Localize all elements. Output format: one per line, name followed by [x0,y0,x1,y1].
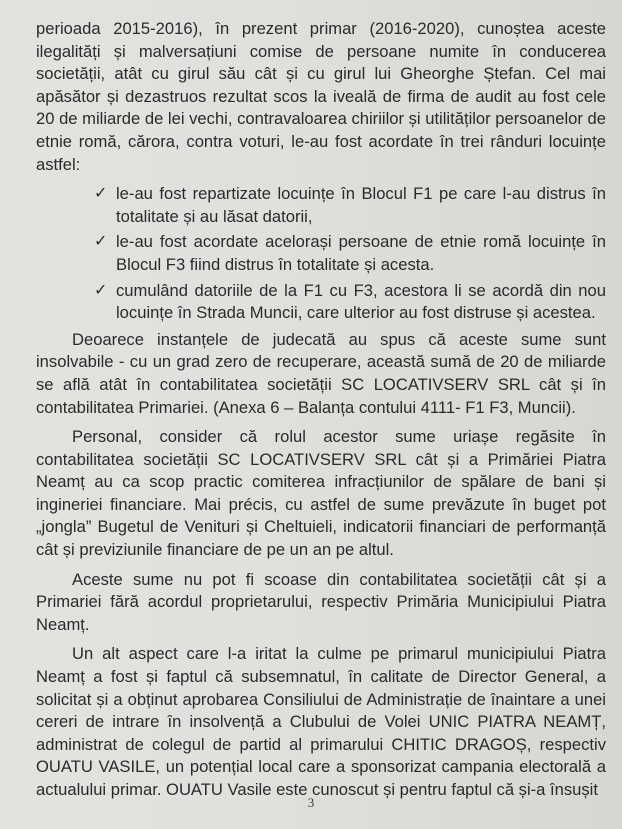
checklist-item-text: cumulând datoriile de la F1 cu F3, acestora li se acordă din nou locuințe în Strada Muncii, care ulterior au fost distruse și acestea. [116,280,606,323]
checkmark-icon: ✓ [94,233,108,251]
paragraph-aceste-sume: Aceste sume nu pot fi scoase din contabilitatea societății cât și a Primariei fără acordul proprietarului, respectiv Primăria Municipiului Piatra Neamț. [36,569,606,634]
checklist-item-text: le-au fost repartizate locuințe în Blocul F1 pe care l-au distrus în totalitate și au lăsat datorii, [116,184,606,226]
paragraph-intro: perioada 2015-2016), în prezent primar (2016-2020), cunoștea aceste ilegalități și malversațiuni comise de persoane numite în conducerea societății, atât cu girul său cât și cu girul lui Gheorghe Ștefan. Cel mai apăsător și dezastruos rezultat scos la iveală de firma de audit au fost cele 20 de miliarde de lei vechi, contravaloarea chiriilor și utilităților persoanelor de etnie romă, cărora, contra voturi, le-au fost acordate în trei rânduri locuințe astfel: [36,19,607,174]
checklist-item-text: le-au fost acordate acelorași persoane de etnie romă locuințe în Blocul F3 fiind distrus în totalitate și acesta. [116,232,606,274]
paragraph-personal: Personal, consider că rolul acestor sume uriașe regăsite în contabilitatea societății SC LOCATIVSERV SRL cât și a Primăriei Piatra Neamț au ca scop practic comiterea infracțiunilor de spălare de bani și ingineriei financiare. Mai précis, cu astfel de sume prevăzute în buget pot „jongla” Bugetul de Venituri și Cheltuieli, indicatorii financiari de performanță cât și previziunile financiare de pe un an pe altul. [36,427,606,560]
checklist-item [94,183,606,228]
document-body [36,18,606,809]
checkmark-icon: ✓ [94,281,108,299]
paragraph-insolvabile: Deoarece instanțele de judecată au spus că aceste sume sunt insolvabile - cu un grad zero de recuperare, această sumă de 20 de miliarde se află atât în contabilitatea societății SC LOCATIVSERV SRL cât și în contabilitatea Primariei. (Anexa 6 – Balanța contului 4111- F1 F3, Muncii). [36,329,606,417]
paragraph-alt-aspect: Un alt aspect care l-a iritat la culme pe primarul municipiului Piatra Neamț a fost și faptul că subsemnatul, în calitate de Director General, a solicitat și a obținut aprobarea Consiliului de Administrație de înaintare a unei cereri de intrare în insolvență a Clubului de Volei UNIC PIATRA NEAMȚ, administrat de colegul de partid al primarului CHITIC DRAGOȘ, respectiv OUATU VASILE, un potențial local care a sponsorizat campania electorală a actualului primar. OUATU Vasile este cunoscut și pentru faptul că și-a însușit [36,644,606,799]
checkmark-icon: ✓ [94,185,108,203]
checklist-item [94,280,606,325]
checklist [36,183,606,325]
page-number: 3 [307,795,315,811]
checklist-item [94,231,606,276]
